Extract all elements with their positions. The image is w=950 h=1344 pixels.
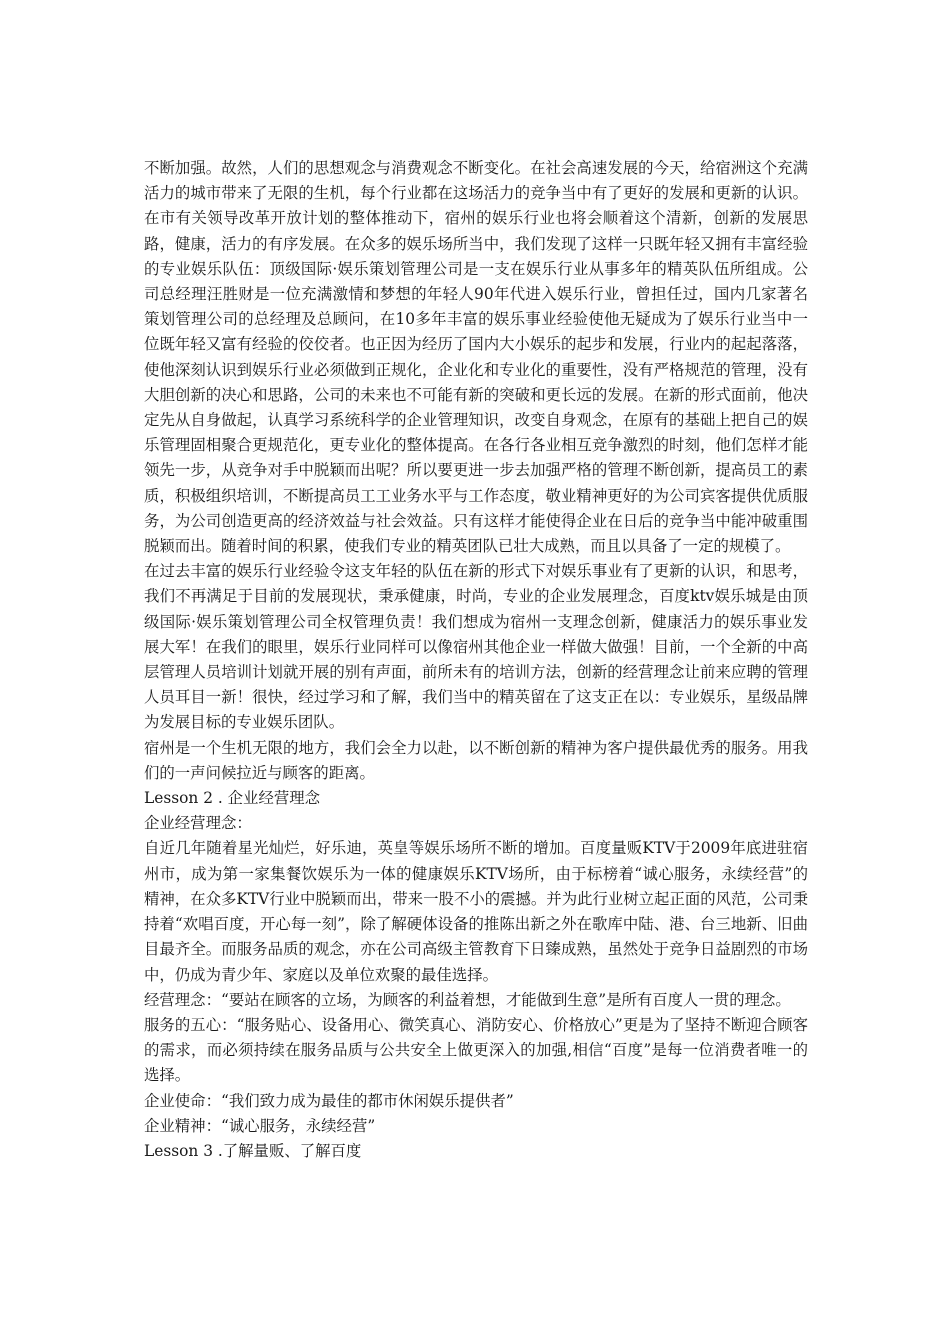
lesson-3-heading: Lesson 3 .了解量贩、了解百度 <box>144 1141 362 1160</box>
document-body <box>144 156 808 1164</box>
lesson-2-heading: Lesson 2 . 企业经营理念 <box>144 789 321 808</box>
paragraph-five-hearts: 服务的五心：“服务贴心、设备用心、微笑真心、消防安心、价格放心”更是为了坚持不断迎合顾客的需求，而必须持续在服务品质与公共安全上做更深入的加强,相信“百度”是每一位消费者唯一的选择。 <box>144 1015 808 1085</box>
paragraph-company-history: 不断加强。故然，人们的思想观念与消费观念不断变化。在社会高速发展的今天，给宿洲这个充满活力的城市带来了无限的生机，每个行业都在这场活力的竞争当中有了更好的发展和更新的认识。在市有关领导改革开放计划的整体推动下，宿州的娱乐行业也将会顺着这个清新，创新的发展思路，健康，活力的有序发展。在众多的娱乐场所当中，我们发现了这样一只既年轻又拥有丰富经验的专业娱乐队伍：顶级国际·娱乐策划管理公司是一支在娱乐行业从事多年的精英队伍所组成。公司总经理汪胜财是一位充满激情和梦想的年轻人90年代进入娱乐行业，曾担任过，国内几家著名策划管理公司的总经理及总顾问，在10多年丰富的娱乐事业经验使他无疑成为了娱乐行业当中一位既年轻又富有经验的佼佼者。也正因为经历了国内大小娱乐的起步和发展，行业内的起起落落，使他深刻认识到娱乐行业必须做到正规化，企业化和专业化的重要性，没有严格规范的管理，没有大胆创新的决心和思路，公司的未来也不可能有新的突破和更长远的发展。在新的形式面前，他决定先从自身做起，认真学习系统科学的企业管理知识，改变自身观念，在原有的基础上把自己的娱乐管理固相聚合更规范化，更专业化的整体提高。在各行各业相互竞争激烈的时刻，他们怎样才能领先一步，从竞争对手中脱颖而出呢？所以要更进一步去加强严格的管理不断创新，提高员工的素质，积极组织培训，不断提高员工工业务水平与工作态度，敬业精神更好的为公司宾客提供优质服务，为公司创造更高的经济效益与社会效益。只有这样才能使得企业在日后的竞争当中能冲破重围脱颖而出。随着时间的积累，使我们专业的精英团队已壮大成熟，而且以具备了一定的规模了。 <box>144 159 808 556</box>
paragraph-suzhou-service: 宿州是一个生机无限的地方，我们会全力以赴，以不断创新的精神为客户提供最优秀的服务。用我们的一声问候拉近与顾客的距离。 <box>144 738 808 782</box>
business-philosophy-label: 企业经营理念： <box>144 814 252 833</box>
paragraph-spirit: 企业精神：“诚心服务，永续经营” <box>144 1116 376 1135</box>
paragraph-team-development: 在过去丰富的娱乐行业经验令这支年轻的队伍在新的形式下对娱乐事业有了更新的认识，和思考，我们不再满足于目前的发展现状，秉承健康，时尚，专业的企业发展理念，百度ktv娱乐城是由顶级国际·娱乐策划管理公司全权管理负责！我们想成为宿州一支理念创新，健康活力的娱乐事业发展大军！在我们的眼里，娱乐行业同样可以像宿州其他企业一样做大做强！目前，一个全新的中高层管理人员培训计划就开展的别有声面，前所未有的培训方法，创新的经营理念让前来应聘的管理人员耳目一新！很快，经过学习和了解，我们当中的精英留在了这支正在以：专业娱乐，星级品牌为发展目标的专业娱乐团队。 <box>144 562 808 732</box>
paragraph-operating-philosophy: 经营理念：“要站在顾客的立场，为顾客的利益着想，才能做到生意”是所有百度人一贯的理念。 <box>144 990 791 1009</box>
paragraph-business-intro: 自近几年随着星光灿烂，好乐迪，英皇等娱乐场所不断的增加。百度量贩KTV于2009年底进驻宿州市，成为第一家集餐饮娱乐为一体的健康娱乐KTV场所，由于标榜着“诚心服务，永续经营”的精神，在众多KTV行业中脱颖而出，带来一股不小的震撼。并为此行业树立起正面的风范，公司秉持着“欢唱百度，开心每一刻”，除了解硬体设备的推陈出新之外在歌库中陆、港、台三地新、旧曲目最齐全。而服务品质的观念，亦在公司高级主管教育下日臻成熟，虽然处于竞争日益剧烈的市场中，仍成为青少年、家庭以及单位欢聚的最佳选择。 <box>144 839 808 984</box>
paragraph-mission: 企业使命：“我们致力成为最佳的都市休闲娱乐提供者” <box>144 1091 514 1110</box>
